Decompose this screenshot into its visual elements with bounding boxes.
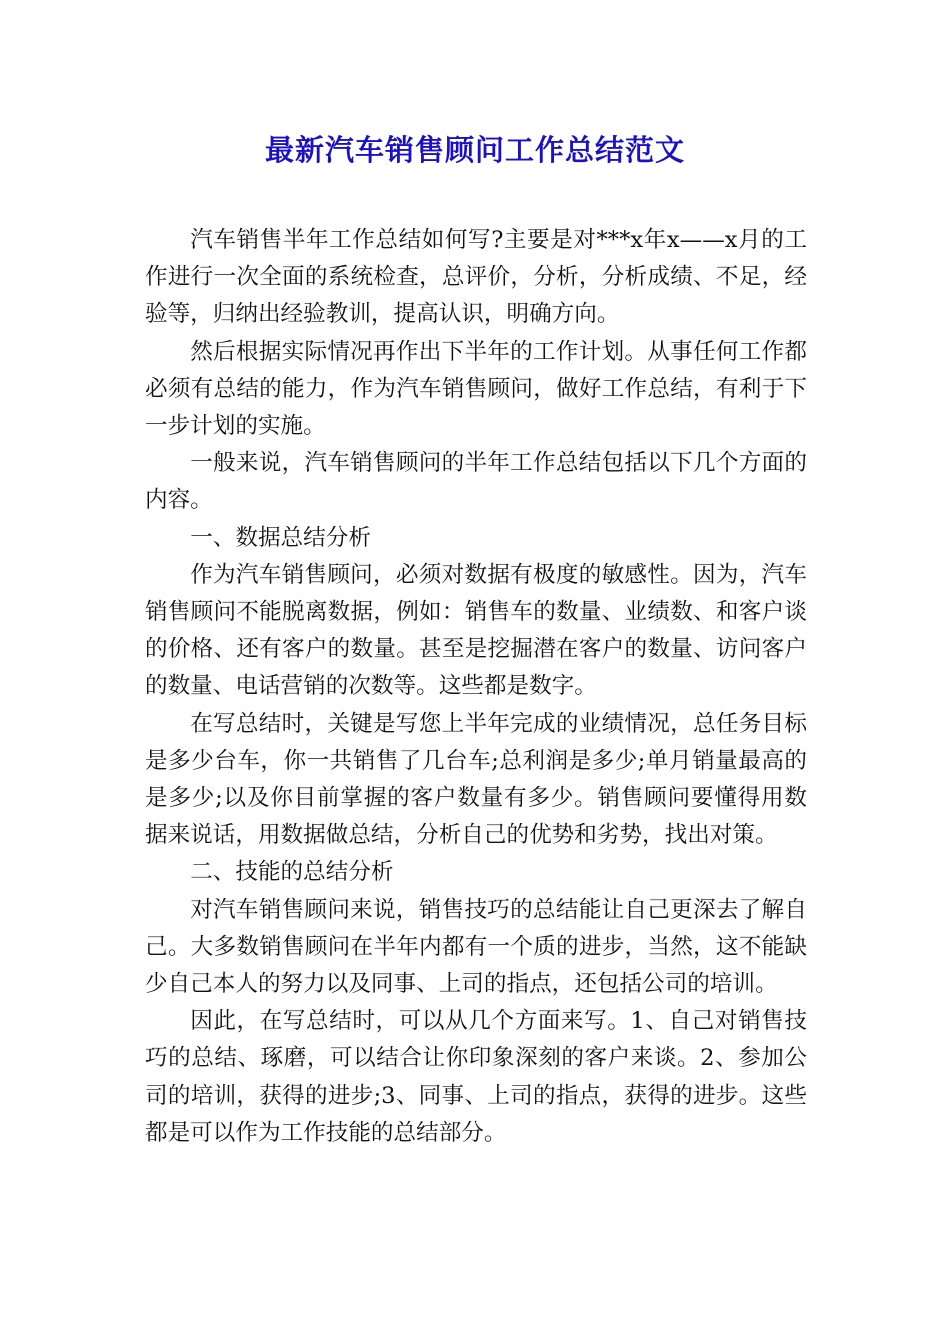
paragraph: 一般来说，汽车销售顾问的半年工作总结包括以下几个方面的内容。 (145, 450, 807, 514)
paragraph: 然后根据实际情况再作出下半年的工作计划。从事任何工作都必须有总结的能力，作为汽车销售顾问，做好工作总结，有利于下一步计划的实施。 (145, 338, 807, 440)
paragraph: 作为汽车销售顾问，必须对数据有极度的敏感性。因为，汽车销售顾问不能脱离数据，例如：销售车的数量、业绩数、和客户谈的价格、还有客户的数量。甚至是挖掘潜在客户的数量、访问客户的数量、电话营销的次数等。这些都是数字。 (145, 561, 807, 700)
section-heading: 二、技能的总结分析 (190, 859, 394, 886)
paragraph: 因此，在写总结时，可以从几个方面来写。1、自己对销售技巧的总结、琢磨，可以结合让你印象深刻的客户来谈。2、参加公司的培训，获得的进步;3、同事、上司的指点，获得的进步。这些都是可以作为工作技能的总结部分。 (145, 1008, 807, 1146)
paragraph: 对汽车销售顾问来说，销售技巧的总结能让自己更深去了解自己。大多数销售顾问在半年内都有一个质的进步，当然，这不能缺少自己本人的努力以及同事、上司的指点，还包括公司的培训。 (145, 896, 807, 998)
document-title: 最新汽车销售顾问工作总结范文 (264, 133, 685, 167)
section-heading: 一、数据总结分析 (190, 524, 371, 551)
paragraph: 汽车销售半年工作总结如何写?主要是对***x年x——x月的工作进行一次全面的系统检查，总评价，分析，分析成绩、不足，经验等，归纳出经验教训，提高认识，明确方向。 (145, 227, 807, 328)
paragraph: 在写总结时，关键是写您上半年完成的业绩情况，总任务目标是多少台车，你一共销售了几台车;总利润是多少;单月销量最高的是多少;以及你目前掌握的客户数量有多少。销售顾问要懂得用数据来说话，用数据做总结，分析自己的优势和劣势，找出对策。 (145, 710, 807, 849)
document-body (145, 222, 807, 1152)
